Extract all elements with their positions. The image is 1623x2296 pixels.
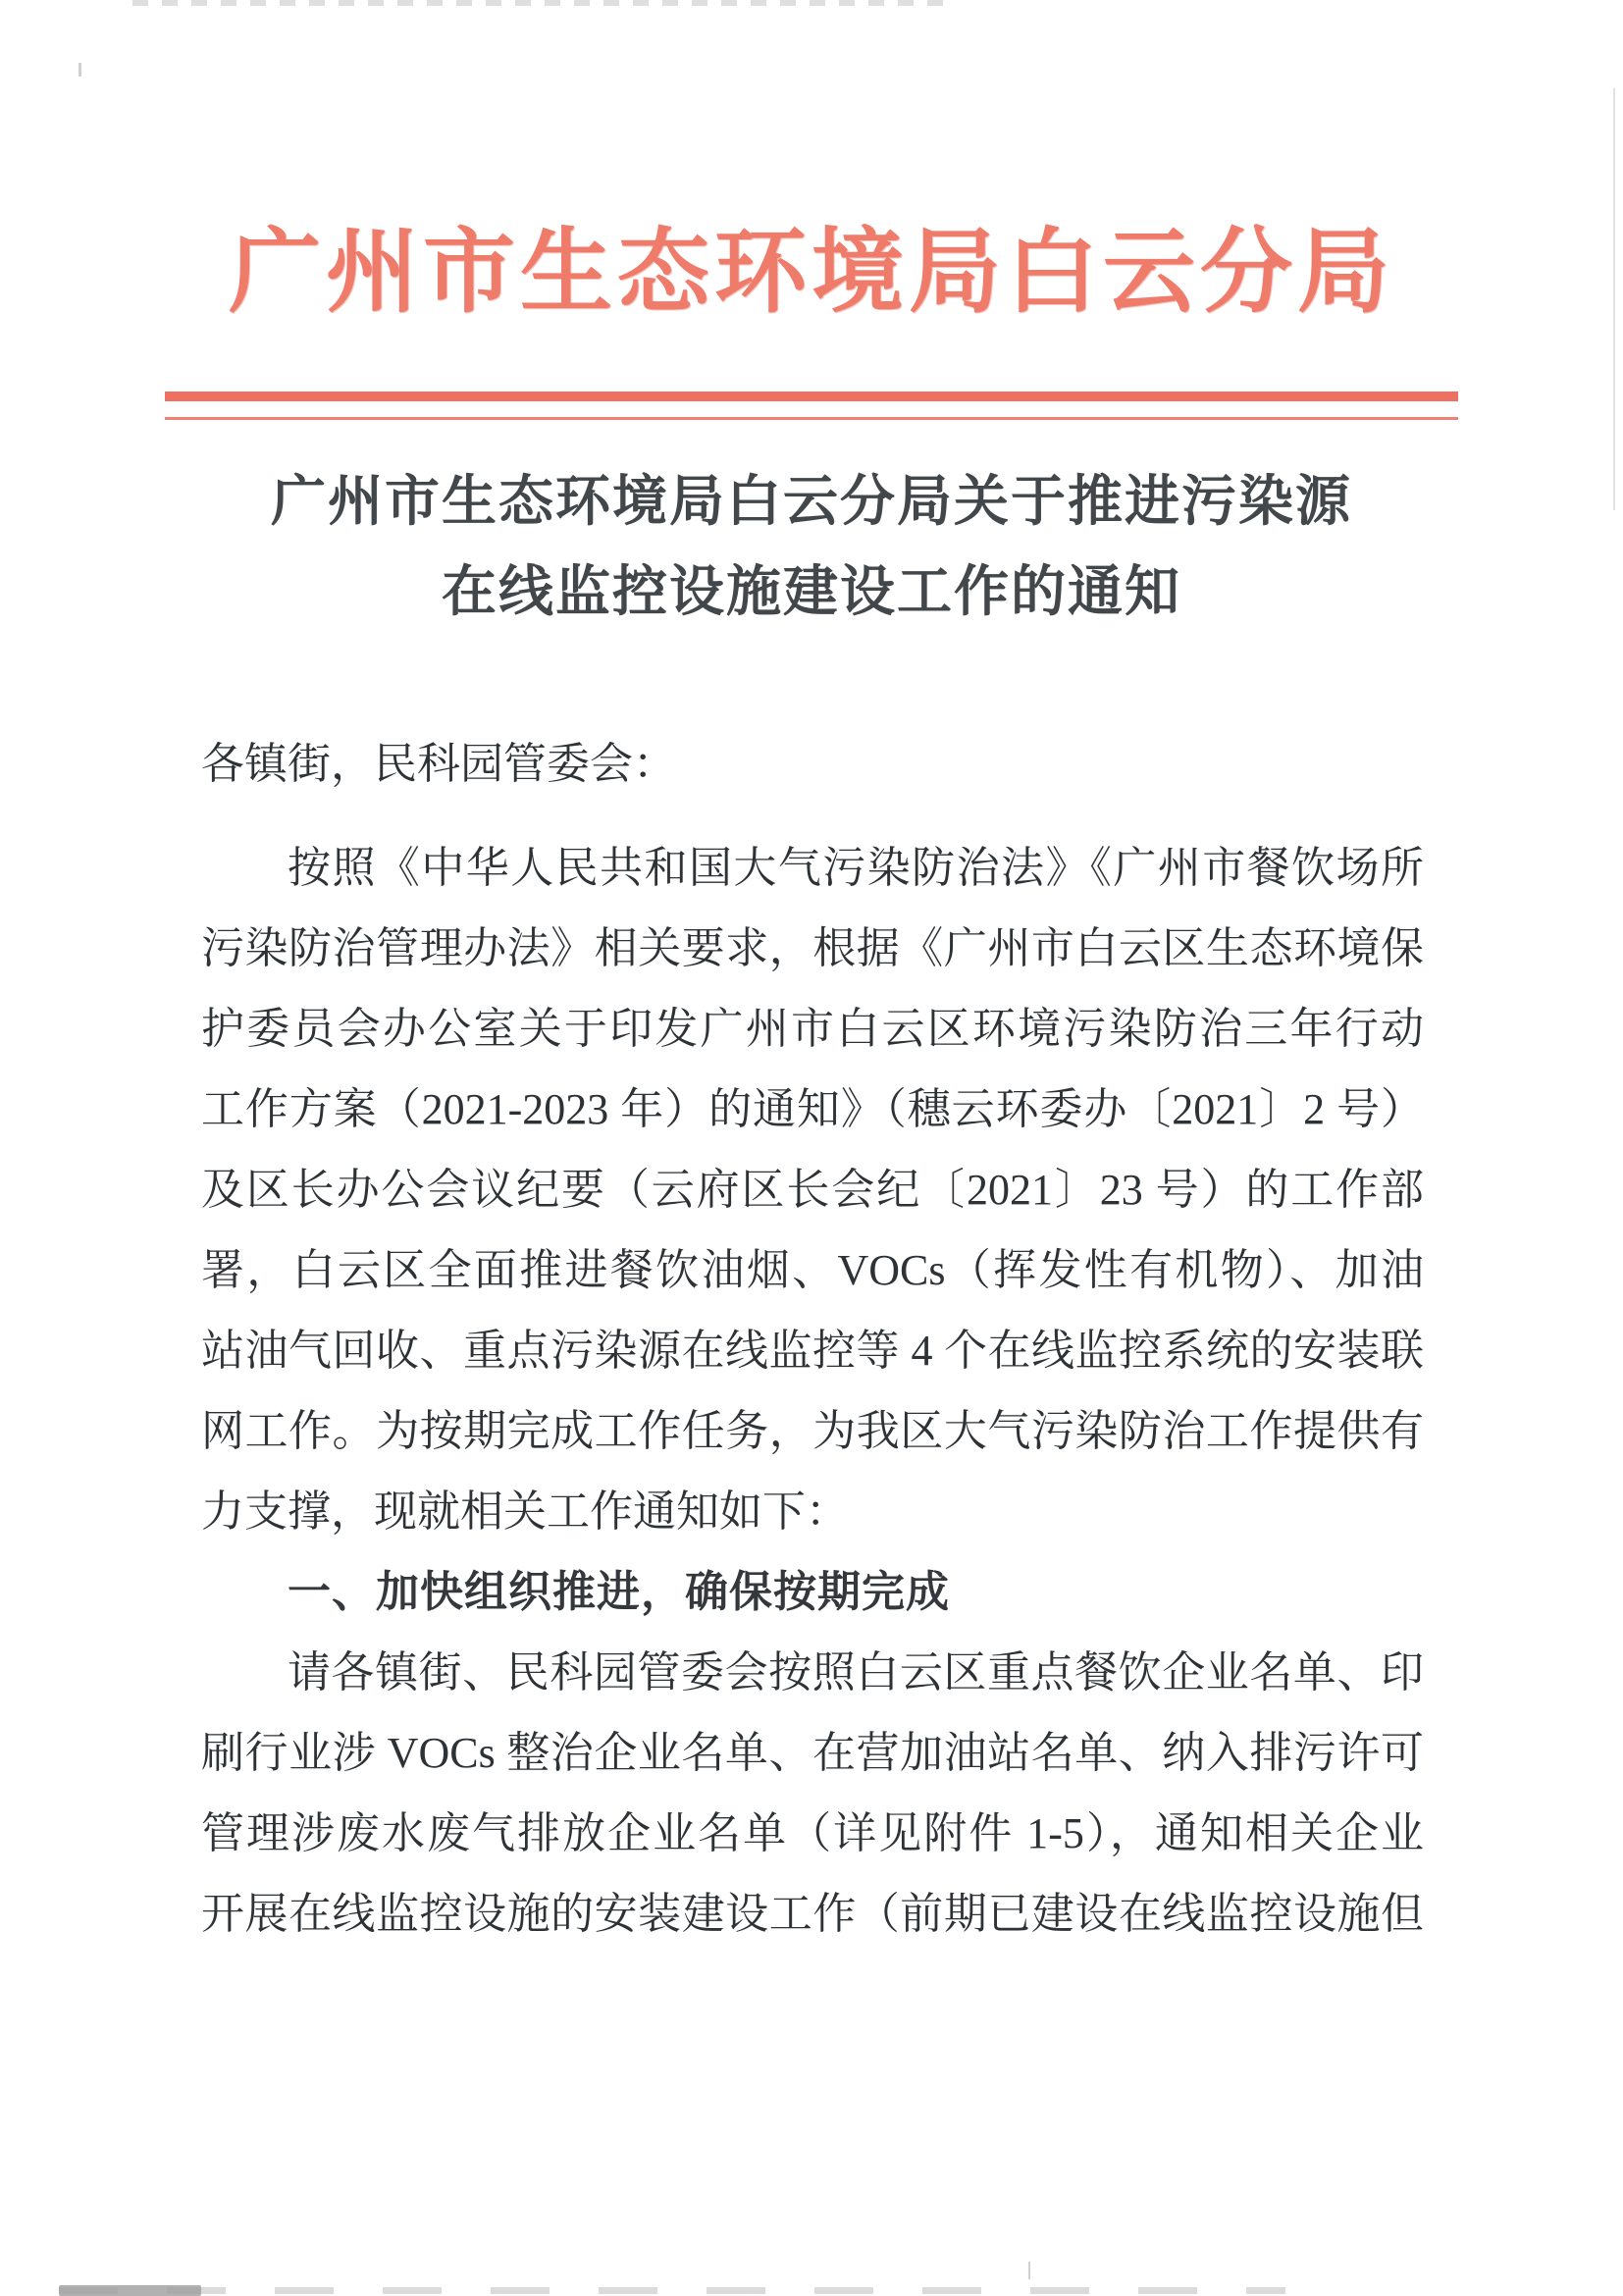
body-line: 管理涉废水废气排放企业名单（详见附件 1-5），通知相关企业: [201, 1809, 1424, 1857]
body-line: 护委员会办公室关于印发广州市白云区环境污染防治三年行动: [201, 1005, 1424, 1053]
body-line: 及区长办公会议纪要（云府区长会纪〔2021〕23 号）的工作部: [201, 1166, 1424, 1214]
body-line: 污染防治管理办法》相关要求，根据《广州市白云区生态环境保: [201, 924, 1424, 972]
letterhead-title: 广州市生态环境局白云分局: [228, 222, 1394, 324]
document-title: [0, 457, 1623, 638]
body-line: 工作方案（2021-2023 年）的通知》（穗云环委办〔2021〕2 号）: [201, 1085, 1424, 1133]
body-line: 署，白云区全面推进餐饮油烟、VOCs（挥发性有机物）、加油: [201, 1246, 1424, 1294]
body-line: 力支撑，现就相关工作通知如下：: [201, 1487, 849, 1536]
section-1-heading: 一、加快组织推进，确保按期完成: [288, 1567, 950, 1617]
scan-artifact-tick: [1028, 2262, 1030, 2279]
body-line: 请各镇街、民科园管委会按照白云区重点餐饮企业名单、印: [288, 1648, 1424, 1696]
body-line: 站油气回收、重点污染源在线监控等 4 个在线监控系统的安装联: [201, 1327, 1424, 1375]
document-title-line-1: 广州市生态环境局白云分局关于推进污染源: [271, 472, 1352, 533]
body-line: 网工作。为按期完成工作任务，为我区大气污染防治工作提供有: [201, 1407, 1424, 1455]
body-line: 刷行业涉 VOCs 整治企业名单、在营加油站名单、纳入排污许可: [201, 1729, 1424, 1777]
scan-artifact-top-edge: [132, 0, 947, 6]
scan-artifact-mark: [79, 63, 81, 77]
letterhead-rule-thick: [165, 391, 1458, 401]
body-line: 按照《中华人民共和国大气污染防治法》《广州市餐饮场所: [288, 844, 1424, 892]
document-title-line-2: 在线监控设施建设工作的通知: [442, 562, 1181, 623]
body-line: 开展在线监控设施的安装建设工作（前期已建设在线监控设施但: [201, 1890, 1424, 1938]
scan-artifact-bottom-edge: [59, 2287, 1285, 2294]
document-body: [201, 724, 1424, 1955]
paragraph-2: [201, 1633, 1424, 1955]
paragraph-1: [201, 828, 1424, 1552]
scan-artifact-bottom-smudge: [59, 2285, 201, 2296]
salutation: 各镇街，民科园管委会：: [201, 740, 676, 788]
letterhead-rule-thin: [165, 417, 1458, 420]
